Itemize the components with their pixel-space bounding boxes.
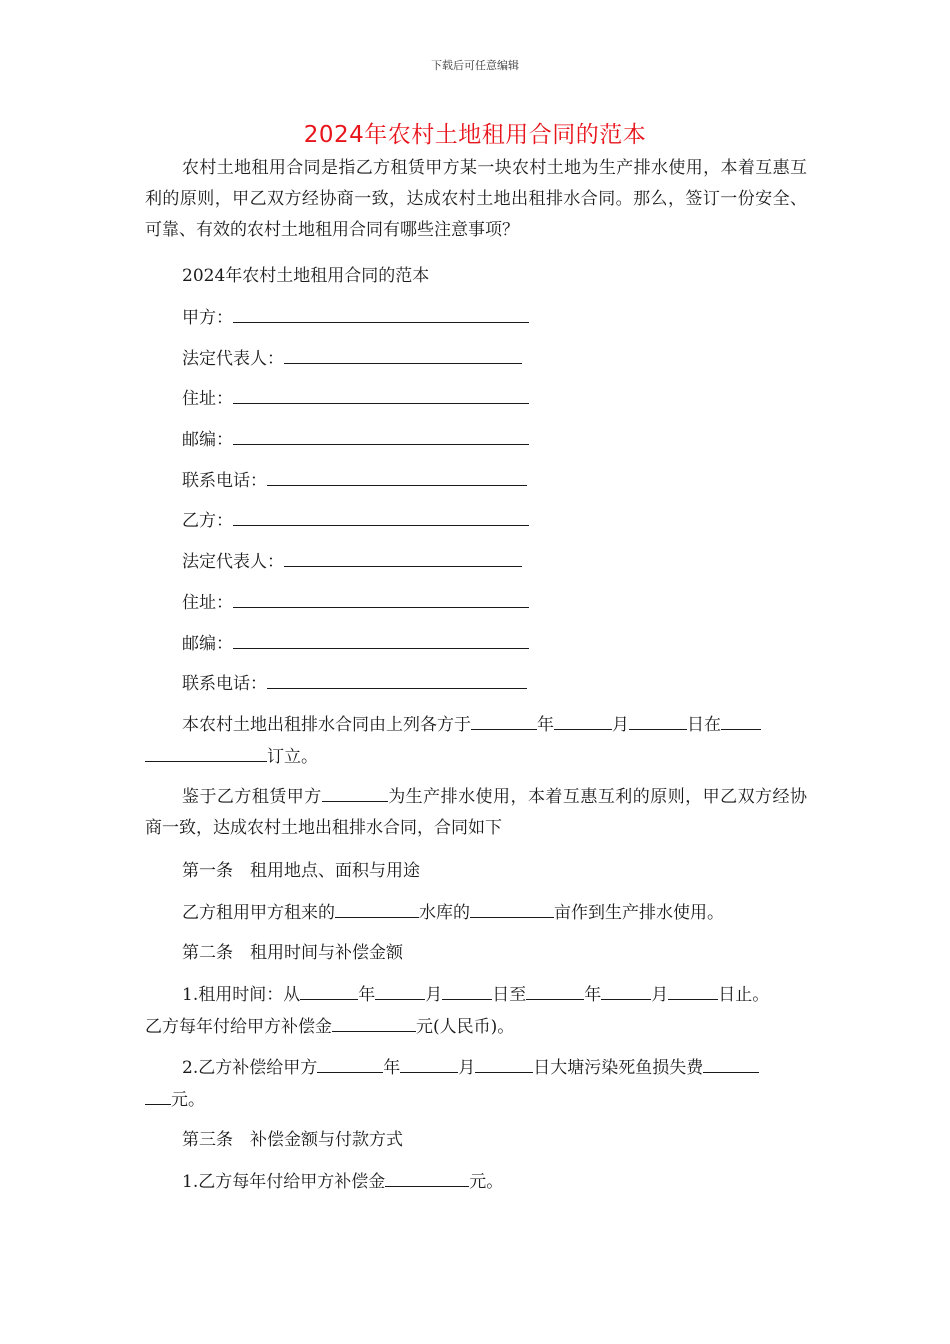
article3-item1-prefix: 1.乙方每年付给甲方补偿金 bbox=[182, 1172, 386, 1192]
party-b-rep-label: 法定代表人： bbox=[182, 552, 284, 572]
loss-fee-suffix: 元。 bbox=[171, 1090, 205, 1110]
party-a-address-blank[interactable] bbox=[233, 386, 529, 404]
party-a-postcode-label: 邮编： bbox=[182, 430, 233, 450]
end-year-blank[interactable] bbox=[526, 982, 584, 1000]
party-b-postcode-blank[interactable] bbox=[233, 631, 529, 649]
article1-text bbox=[182, 900, 724, 925]
document-title: 2024年农村土地租用合同的范本 bbox=[303, 122, 647, 148]
article2-item2-prefix: 2.乙方补偿给甲方 bbox=[182, 1058, 318, 1078]
article1-blank-1[interactable] bbox=[335, 900, 419, 918]
party-a-postcode-row bbox=[182, 427, 529, 452]
item2-year-blank[interactable] bbox=[317, 1055, 383, 1073]
party-a-row bbox=[182, 305, 529, 330]
party-b-postcode-row bbox=[182, 631, 529, 656]
party-b-address-blank[interactable] bbox=[233, 590, 529, 608]
signing-line-2 bbox=[145, 744, 318, 769]
party-a-phone-row bbox=[182, 468, 527, 493]
party-a-rep-label: 法定代表人： bbox=[182, 349, 284, 369]
party-b-phone-row bbox=[182, 671, 527, 696]
signing-suffix: 订立。 bbox=[267, 747, 318, 767]
party-a-rep-blank[interactable] bbox=[284, 346, 522, 364]
whereas-prefix: 鉴于乙方租赁甲方 bbox=[182, 787, 322, 807]
article1-heading: 第一条 租用地点、面积与用途 bbox=[182, 861, 420, 881]
end-day: 日止。 bbox=[718, 985, 770, 1005]
signing-day-at: 日在 bbox=[687, 715, 721, 735]
page-header-note: 下载后可任意编辑 bbox=[431, 59, 519, 72]
signing-month-blank[interactable] bbox=[554, 712, 612, 730]
item2-month-blank[interactable] bbox=[400, 1055, 458, 1073]
article3-heading: 第三条 补偿金额与付款方式 bbox=[182, 1130, 403, 1150]
item2-year: 年 bbox=[383, 1058, 401, 1078]
party-b-rep-blank[interactable] bbox=[284, 549, 522, 567]
party-a-address-row bbox=[182, 386, 529, 411]
party-b-address-label: 住址： bbox=[182, 593, 233, 613]
party-b-address-row bbox=[182, 590, 529, 615]
article2-item2-line1 bbox=[182, 1055, 759, 1080]
end-year: 年 bbox=[584, 985, 602, 1005]
article1-p3: 亩作到生产排水使用。 bbox=[554, 903, 724, 923]
article2-item1-line1 bbox=[182, 982, 769, 1007]
article1-p2: 水库的 bbox=[419, 903, 470, 923]
article2-item2-line2 bbox=[145, 1087, 205, 1112]
party-a-phone-label: 联系电话： bbox=[182, 471, 267, 491]
signing-year-blank[interactable] bbox=[471, 712, 537, 730]
loss-fee-blank-b[interactable] bbox=[145, 1087, 171, 1105]
item2-month: 月 bbox=[458, 1058, 476, 1078]
party-a-phone-blank[interactable] bbox=[267, 468, 527, 486]
article3-item1-blank[interactable] bbox=[385, 1169, 469, 1187]
party-b-row bbox=[182, 508, 529, 533]
annual-compensation-suffix: 元(人民币)。 bbox=[416, 1017, 515, 1037]
article2-item1-prefix: 1.租用时间：从 bbox=[182, 985, 301, 1005]
whereas-paragraph bbox=[145, 782, 807, 844]
signing-day-blank[interactable] bbox=[629, 712, 687, 730]
article2-item1-line2 bbox=[145, 1014, 514, 1039]
article1-p1: 乙方租用甲方租来的 bbox=[182, 903, 335, 923]
article2-heading: 第二条 租用时间与补偿金额 bbox=[182, 943, 403, 963]
intro-paragraph bbox=[145, 153, 807, 246]
start-year: 年 bbox=[358, 985, 376, 1005]
start-year-blank[interactable] bbox=[300, 982, 358, 1000]
article3-item1-suffix: 元。 bbox=[469, 1172, 504, 1192]
party-a-blank[interactable] bbox=[233, 305, 529, 323]
whereas-blank[interactable] bbox=[322, 784, 388, 802]
start-day-blank[interactable] bbox=[442, 982, 492, 1000]
party-a-address-label: 住址： bbox=[182, 389, 233, 409]
item2-day-blank[interactable] bbox=[475, 1055, 533, 1073]
start-day-to: 日至 bbox=[492, 985, 527, 1005]
signing-year: 年 bbox=[537, 715, 554, 735]
end-day-blank[interactable] bbox=[668, 982, 718, 1000]
end-month: 月 bbox=[651, 985, 669, 1005]
article1-blank-2[interactable] bbox=[470, 900, 554, 918]
party-a-postcode-blank[interactable] bbox=[233, 427, 529, 445]
party-b-phone-label: 联系电话： bbox=[182, 674, 267, 694]
signing-line-1 bbox=[182, 712, 761, 737]
signing-month: 月 bbox=[612, 715, 629, 735]
signing-place-blank-b[interactable] bbox=[145, 744, 267, 762]
annual-compensation-prefix: 乙方每年付给甲方补偿金 bbox=[145, 1017, 332, 1037]
loss-fee-blank-a[interactable] bbox=[703, 1055, 759, 1073]
party-b-blank[interactable] bbox=[233, 508, 529, 526]
party-b-phone-blank[interactable] bbox=[267, 671, 527, 689]
whereas-suffix: 为生产排水使用，本着互惠互利的原则，甲乙双方经协商一致，达成农村土地出租排水合同，合同如下 bbox=[145, 787, 807, 838]
subtitle: 2024年农村土地租用合同的范本 bbox=[182, 266, 430, 286]
signing-prefix: 本农村土地出租排水合同由上列各方于 bbox=[182, 715, 471, 735]
party-b-rep-row bbox=[182, 549, 522, 574]
party-b-postcode-label: 邮编： bbox=[182, 634, 233, 654]
party-a-rep-row bbox=[182, 346, 522, 371]
signing-place-blank-a[interactable] bbox=[721, 712, 761, 730]
item2-day-text: 日大塘污染死鱼损失费 bbox=[533, 1058, 704, 1078]
party-b-label: 乙方： bbox=[182, 511, 233, 531]
annual-compensation-blank[interactable] bbox=[332, 1014, 416, 1032]
start-month: 月 bbox=[425, 985, 443, 1005]
start-month-blank[interactable] bbox=[375, 982, 425, 1000]
article3-item1 bbox=[182, 1169, 503, 1194]
end-month-blank[interactable] bbox=[601, 982, 651, 1000]
party-a-label: 甲方： bbox=[182, 308, 233, 328]
intro-text: 农村土地租用合同是指乙方租赁甲方某一块农村土地为生产排水使用，本着互惠互利的原则，甲乙双方经协商一致，达成农村土地出租排水合同。那么，签订一份安全、可靠、有效的农村土地租用合同有哪些注意事项？ bbox=[145, 158, 807, 240]
